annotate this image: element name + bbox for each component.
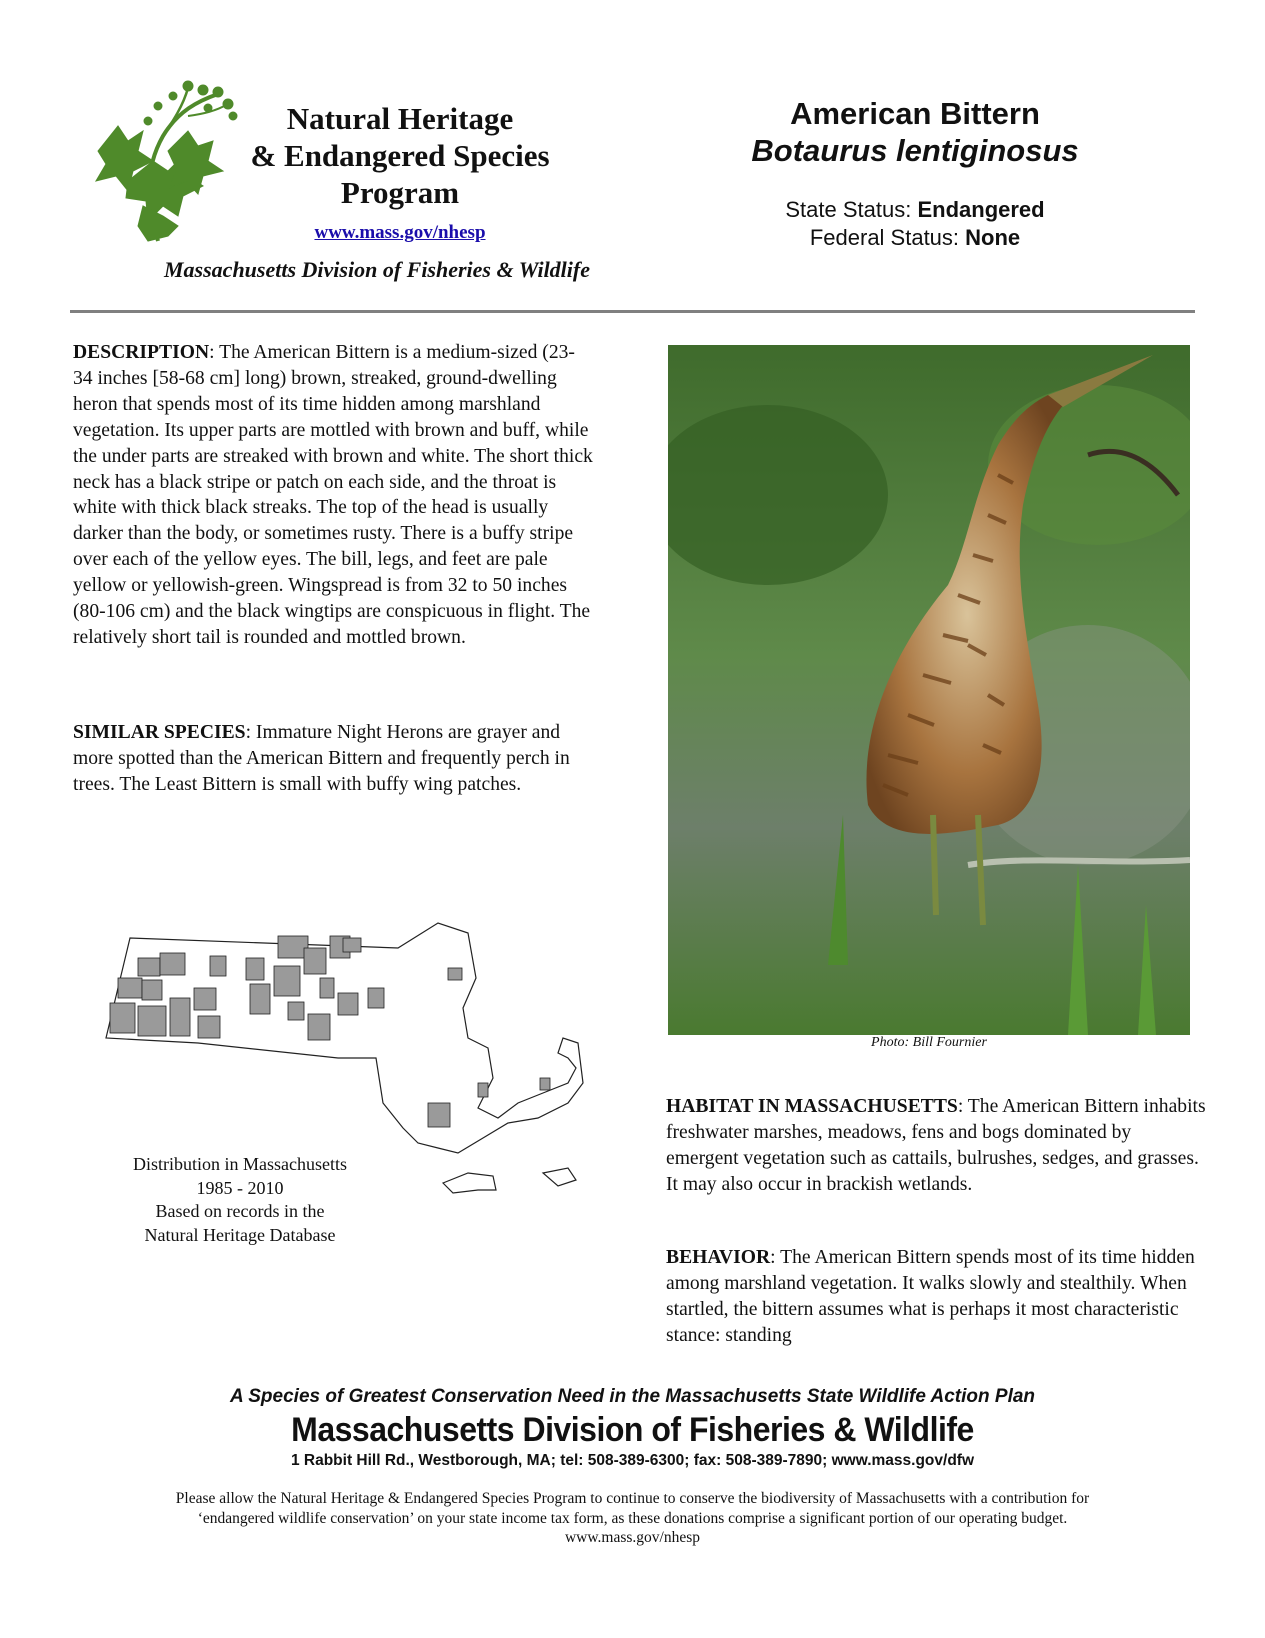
map-caption-line: 1985 - 2010	[196, 1177, 284, 1198]
footer-org-name: Massachusetts Division of Fisheries & Wildlife	[291, 1409, 974, 1449]
behavior-heading: BEHAVIOR	[666, 1247, 771, 1268]
description-section	[73, 340, 593, 651]
description-text: : The American Bittern is a medium-sized (23-34 inches [58-68 cm] long) brown, streaked, ground-dwelling heron that spends most of its time hidden among marshland vegetation. Its upper parts are mottled with brown and buff, while the under parts are streaked with brown and white. The short thick neck has a black stripe or patch on each side, and the throat is white with thick black streaks. The top of the head is usually darker than the body, or sometimes rusty. There is a buffy stripe over each of the yellow eyes. The bill, legs, and feet are pale yellow or yellowish-green. Wingspread is from 32 to 50 inches (80-106 cm) and the black wingtips are conspicuous in flight. The relatively short tail is rounded and mottled brown.	[73, 342, 593, 648]
behavior-text: : The American Bittern spends most of its time hidden among marshland vegetation. It walks slowly and stealthily. When startled, the bittern assumes what is perhaps it most characteristic stance: standing	[666, 1247, 1195, 1346]
sgcn-statement: A Species of Greatest Conservation Need in the Massachusetts State Wildlife Action Plan	[229, 1386, 1036, 1407]
header-divider	[70, 310, 1195, 313]
description-heading: DESCRIPTION	[73, 342, 210, 363]
federal-status-value: None	[965, 225, 1021, 250]
org-title-line: & Endangered Species	[250, 138, 550, 173]
habitat-text: : The American Bittern inhabits freshwater marshes, meadows, fens and bogs dominated by emergent vegetation such as cattails, bulrushes, sedges, and grasses. It may also occur in brackish wetlands.	[666, 1096, 1206, 1195]
species-common-name: American Bittern	[790, 96, 1040, 131]
map-caption-line: Distribution in Massachusetts	[133, 1154, 347, 1174]
nhesp-logo-icon	[88, 76, 238, 246]
map-caption-line: Natural Heritage Database	[144, 1224, 336, 1245]
similar-species-section	[73, 720, 593, 798]
federal-status	[700, 224, 1130, 252]
map-caption	[90, 1153, 390, 1247]
habitat-heading: HABITAT IN MASSACHUSETTS	[666, 1096, 958, 1117]
org-division: Massachusetts Division of Fisheries & Wildlife	[164, 257, 590, 282]
state-status-value: Endangered	[917, 197, 1045, 222]
state-status-label: State Status:	[785, 197, 912, 222]
donation-line: Please allow the Natural Heritage & Endangered Species Program to continue to conserve the biodiversity of Massachusetts with a contribution for	[175, 1490, 1090, 1507]
photo-credit: Photo: Bill Fournier	[871, 1035, 987, 1050]
donation-note	[60, 1489, 1205, 1548]
map-caption-line: Based on records in the	[155, 1201, 325, 1221]
similar-species-text: : Immature Night Herons are grayer and more spotted than the American Bittern and frequently perch in trees. The Least Bittern is small with buffy wing patches.	[73, 722, 570, 795]
similar-species-heading: SIMILAR SPECIES	[73, 722, 246, 743]
org-url-link[interactable]: www.mass.gov/nhesp	[314, 222, 486, 243]
species-scientific-name: Botaurus lentiginosus	[751, 133, 1079, 168]
org-title-line: Program	[340, 175, 460, 210]
org-title	[230, 100, 570, 211]
state-status	[700, 196, 1130, 224]
american-bittern-photo	[668, 345, 1190, 1035]
org-title-line: Natural Heritage	[286, 101, 514, 136]
footer-address: 1 Rabbit Hill Rd., Westborough, MA; tel: 508-389-6300; fax: 508-389-7890; www.mass.gov/dfw	[290, 1452, 975, 1469]
federal-status-label: Federal Status:	[809, 225, 960, 250]
donation-line: ‘endangered wildlife conservation’ on your state income tax form, as these donations comprise a significant portion of our operating budget.	[197, 1509, 1068, 1527]
habitat-section	[666, 1094, 1206, 1198]
status-block	[700, 196, 1130, 252]
donation-url[interactable]: www.mass.gov/nhesp	[564, 1529, 701, 1546]
behavior-section	[666, 1245, 1206, 1349]
